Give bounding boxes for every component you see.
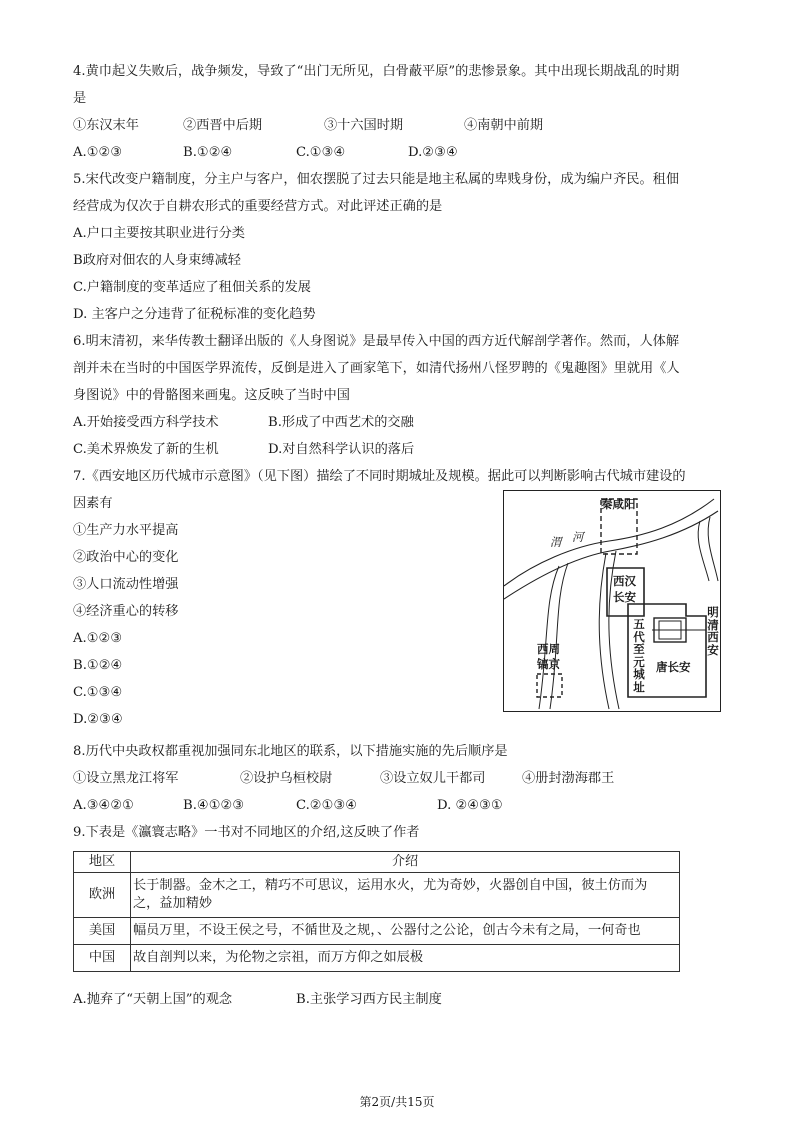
q4-option-d[interactable]: D.②③④ <box>408 145 458 160</box>
table-row <box>74 945 680 972</box>
q8-item-3: ③设立奴儿干都司 <box>380 771 486 786</box>
q7-item-3: ③人口流动性增强 <box>73 577 179 592</box>
q6-stem-line2: 剖并未在当时的中国医学界流传，反倒是进入了画家笔下，如清代扬州八怪罗聘的《鬼趣图》里就用《人 <box>73 361 680 376</box>
q8-item-2: ②设护乌桓校尉 <box>240 771 333 786</box>
q9-option-a[interactable]: A.抛弃了“天朝上国”的观念 <box>73 992 233 1007</box>
table-header-row <box>74 852 680 873</box>
q4-option-b[interactable]: B.①②④ <box>183 145 233 160</box>
q8-option-b[interactable]: B.④①②③ <box>183 798 245 813</box>
q4-item-1: ①东汉末年 <box>73 118 139 133</box>
table-row <box>74 873 680 918</box>
q4-option-a[interactable]: A.①②③ <box>73 145 123 160</box>
q8-item-4: ④册封渤海郡王 <box>522 771 615 786</box>
q5-option-d[interactable]: D. 主客户之分违背了征税标准的变化趋势 <box>73 307 316 322</box>
page-footer: 第2页/共15页 <box>359 1095 435 1109</box>
q8-option-d[interactable]: D. ②④③① <box>437 798 503 813</box>
table-header-intro: 介绍 <box>131 852 680 873</box>
q7-stem-line2: 因素有 <box>73 496 113 511</box>
q7-item-1: ①生产力水平提高 <box>73 523 179 538</box>
q8-item-1: ①设立黑龙江将军 <box>73 771 179 786</box>
map-label-qin-xianyang: 秦咸阳 <box>601 497 636 511</box>
map-label-western-han-2: 长安 <box>613 590 636 604</box>
q4-item-4: ④南朝中前期 <box>464 118 544 133</box>
map-drawing <box>504 491 720 711</box>
map-label-wei: 渭 <box>550 535 562 549</box>
q5-option-c[interactable]: C.户籍制度的变革适应了租佃关系的发展 <box>73 280 311 295</box>
q4-stem-line2: 是 <box>73 91 87 106</box>
map-label-western-zhou-2: 镐京 <box>537 657 560 671</box>
q5-option-a[interactable]: A.户口主要按其职业进行分类 <box>73 226 245 241</box>
map-label-he: 河 <box>572 530 584 544</box>
q6-option-b[interactable]: B.形成了中西艺术的交融 <box>268 415 414 430</box>
table-row <box>74 918 680 945</box>
q7-option-c[interactable]: C.①③④ <box>73 685 123 700</box>
q4-option-c[interactable]: C.①③④ <box>296 145 346 160</box>
q6-option-d[interactable]: D.对自然科学认识的落后 <box>268 442 415 457</box>
table-cell-intro: 故自剖判以来，为伦物之宗祖，而万方仰之如辰极 <box>131 945 680 972</box>
q6-stem-line3: 身图说》中的骨骼图来画鬼。这反映了当时中国 <box>73 388 350 403</box>
table-cell-region: 美国 <box>74 918 131 945</box>
map-label-five-dynasties-yuan: 五代至元城址 <box>633 617 645 694</box>
q6-option-a[interactable]: A.开始接受西方科学技术 <box>73 415 219 430</box>
map-label-tang-changan: 唐长安 <box>656 660 691 674</box>
q7-option-d[interactable]: D.②③④ <box>73 712 123 727</box>
table-cell-region: 中国 <box>74 945 131 972</box>
table-cell-intro: 幅员万里，不设王侯之号，不循世及之规，、公器付之公论，创古今未有之局，一何奇也 <box>131 918 680 945</box>
q9-stem: 9.下表是《瀛寰志略》一书对不同地区的介绍,这反映了作者 <box>73 825 420 840</box>
q9-option-b[interactable]: B.主张学习西方民主制度 <box>296 992 442 1007</box>
q8-stem: 8.历代中央政权都重视加强同东北地区的联系，以下措施实施的先后顺序是 <box>73 744 508 759</box>
table-cell-region: 欧洲 <box>74 873 131 918</box>
q4-stem-line1: 4.黄巾起义失败后，战争频发，导致了“出门无所见，白骨蔽平原”的悲惨景象。其中出现长期战乱的时期 <box>73 64 680 79</box>
q5-option-b[interactable]: B政府对佃农的人身束缚减轻 <box>73 253 241 268</box>
table-header-region: 地区 <box>74 852 131 873</box>
q8-option-c[interactable]: C.②①③④ <box>296 798 358 813</box>
q7-item-2: ②政治中心的变化 <box>73 550 179 565</box>
xian-city-map <box>503 490 721 712</box>
q4-item-3: ③十六国时期 <box>324 118 404 133</box>
q4-item-2: ②西晋中后期 <box>183 118 263 133</box>
map-label-ming-qing-xian: 明清西安 <box>707 605 719 657</box>
q8-option-a[interactable]: A.③④②① <box>73 798 135 813</box>
table-cell-intro: 长于制器。金木之工，精巧不可思议，运用水火，尤为奇妙，火器创自中国，彼土仿而为 之，益加精妙 <box>131 873 680 918</box>
map-label-western-zhou-1: 西周 <box>537 642 560 656</box>
q6-stem-line1: 6.明末清初，来华传教士翻译出版的《人身图说》是最早传入中国的西方近代解剖学著作。然而，人体解 <box>73 334 680 349</box>
q9-info-table <box>73 851 680 972</box>
q5-stem-line1: 5.宋代改变户籍制度，分主户与客户，佃农摆脱了过去只能是地主私属的卑贱身份，成为编户齐民。租佃 <box>73 172 680 187</box>
q7-stem-line1: 7.《西安地区历代城市示意图》（见下图）描绘了不同时期城址及规模。据此可以判断影响古代城市建设的 <box>73 469 686 484</box>
map-label-western-han-1: 西汉 <box>613 574 636 588</box>
q7-item-4: ④经济重心的转移 <box>73 604 179 619</box>
q7-option-a[interactable]: A.①②③ <box>73 631 123 646</box>
q5-stem-line2: 经营成为仅次于自耕农形式的重要经营方式。对此评述正确的是 <box>73 199 443 214</box>
q7-option-b[interactable]: B.①②④ <box>73 658 123 673</box>
q6-option-c[interactable]: C.美术界焕发了新的生机 <box>73 442 219 457</box>
